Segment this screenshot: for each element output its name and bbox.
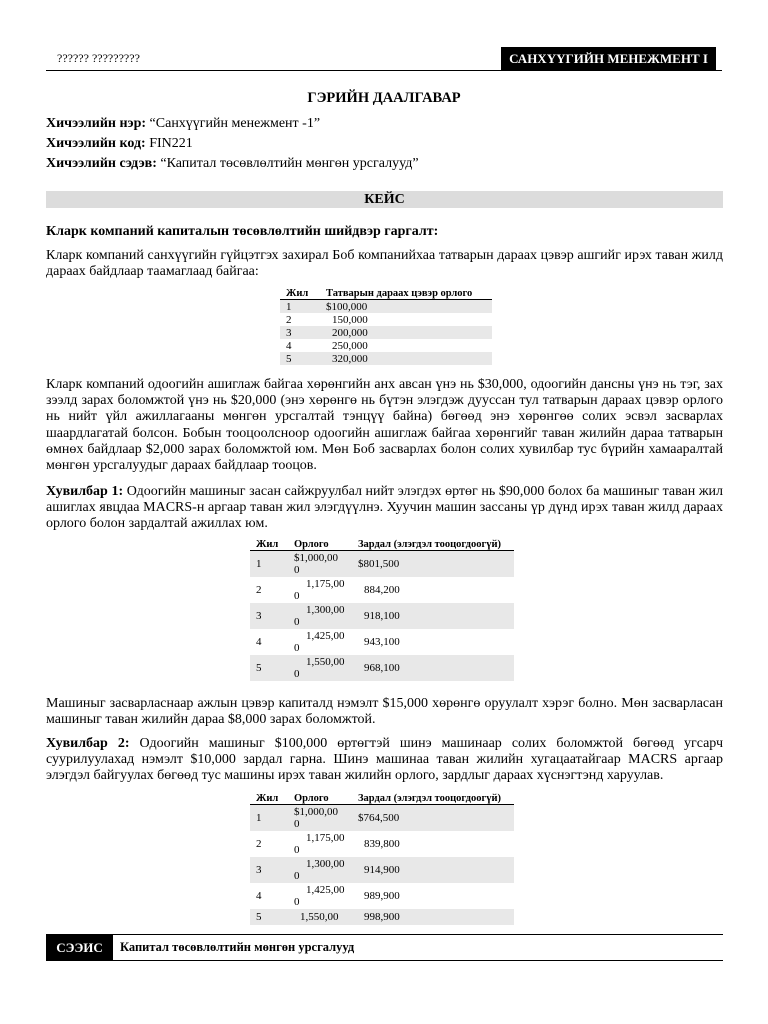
option-text: Одоогийн машиныг засан сайжруулбал нийт элэгдэх өртөг нь $90,000 болох ба машиныг таван жил ашиглах явцдаа MACRS-н аргаар таван жил элэгдүүлнэ. Хуучин машин зассаны үр дүнд ирэх таван жилд дараах орлого болон зардалтай ажиллах юм. [46, 484, 723, 532]
table-cell [288, 883, 352, 909]
table-cell: 3 [250, 603, 288, 629]
income-main: 1,550,00 [306, 656, 345, 668]
income-tail: 0 [294, 564, 300, 576]
meta-label: Хичээлийн нэр: [46, 116, 147, 131]
table-cell: 943,100 [364, 636, 400, 648]
income-tail: 0 [294, 818, 300, 830]
meta-value: FIN221 [149, 136, 193, 151]
table-header: Орлого [288, 793, 352, 805]
option-1-table [250, 539, 514, 681]
option-2-table [250, 793, 514, 925]
table-row [280, 352, 492, 365]
table-cell [288, 805, 352, 832]
income-main: 1,425,00 [306, 884, 345, 896]
income-tail: 0 [294, 844, 300, 856]
income-tail: 0 [294, 896, 300, 908]
table-row [250, 655, 514, 681]
table-header: Татварын дараах цэвэр орлого [320, 288, 492, 300]
table-cell: 914,900 [352, 857, 514, 883]
table-header: Жил [280, 288, 320, 300]
table-row [280, 313, 492, 326]
meta-value: “Капитал төсөвлөлтийн мөнгөн урсгалууд” [160, 156, 419, 171]
table-header: Жил [250, 793, 288, 805]
meta-value: “Санхүүгийн менежмент -1” [149, 116, 321, 131]
meta-label: Хичээлийн сэдэв: [46, 156, 157, 171]
table-cell: 5 [280, 352, 320, 365]
income-main: 1,175,00 [306, 578, 345, 590]
income-main: 1,425,00 [306, 630, 345, 642]
footer-institution-box: СЭЭИС [46, 935, 113, 960]
table-cell: $764,500 [352, 805, 514, 832]
footer-divider-top [46, 934, 723, 935]
table-cell: 2 [256, 838, 262, 850]
section-band: КЕЙС [46, 191, 723, 208]
table-cell: 998,900 [352, 909, 514, 925]
header-divider [46, 70, 722, 71]
table-row [250, 857, 514, 883]
option-text: Одоогийн машиныг $100,000 өртөгтэй шинэ машинаар солих боломжтой бөгөөд угсарч суурилуулахад нэмэлт $10,000 зардал гарна. Шинэ машинаа таван жилийн хугацаатайгаар MACRS аргаар элэгдэл байгуулах бөгөөд тус машины ирэх таван жилийн орлого, зардлыг дараах хүснэгтэнд харуулав. [46, 736, 723, 784]
table-row [250, 603, 514, 629]
footer-topic: Капитал төсөвлөлтийн мөнгөн урсгалууд [120, 940, 355, 954]
table-row [250, 577, 514, 603]
net-income-table [280, 288, 492, 365]
table-cell: 150,000 [332, 313, 368, 326]
paragraph-working-capital: Машиныг засварласнаар ажлын цэвэр капиталд нэмэлт $15,000 хөрөнгө оруулалт хэрэг болно. Мөн засварласан машиныг таван жилийн дараа $8,000 зарах боломжтой. [46, 696, 723, 728]
footer-divider-bottom [46, 960, 723, 961]
table-header: Зардал (элэгдэл тооцогдоогүй) [352, 793, 514, 805]
table-cell: 1,550,00 [288, 909, 352, 925]
table-cell [288, 577, 352, 603]
table-cell [288, 655, 352, 681]
paragraph-current-asset: Кларк компаний одоогийн ашиглаж байгаа хөрөнгийн анх авсан үнэ нь $30,000, одоогийн дансны үнэ нь тэг, зах зээлд зарах боломжтой үнэ нь $20,000 (энэ хөрөнгө нь бүтэн элэгдэж дууссан тул татварын дараах цэвэр орлого нь нийт үйл ажиллагааны мөнгөн урсгалтай тэнцүү байна) бөгөөд энэ хөрөнгөө солих эсвэл засварлах шаардлагатай болсон. Бобын тооцоолсноор одоогийн ашиглаж байгаа хөрөнгийг таван жилийн дараа татварын өмнөх байдлаар $2,000 зарах боломжтой юм. Мөн Боб засварлах болон солих хувилбар тус бүрийн хамааралтай мөнгөн урсгалуудыг дараах байдлаар тооцов. [46, 377, 723, 474]
table-cell: 250,000 [332, 339, 368, 352]
table-cell: 5 [250, 909, 288, 925]
table-cell: 5 [250, 655, 288, 681]
table-cell: 3 [280, 326, 320, 339]
table-cell: 1 [250, 551, 288, 578]
table-cell [288, 551, 352, 578]
table-cell [288, 857, 352, 883]
table-cell [288, 831, 352, 857]
table-cell: 2 [256, 584, 262, 596]
table-cell: 884,200 [364, 584, 400, 596]
table-cell: 2 [286, 313, 292, 326]
table-cell: 968,100 [352, 655, 514, 681]
table-row [250, 831, 514, 857]
table-header: Зардал (элэгдэл тооцогдоогүй) [352, 539, 514, 551]
table-row [280, 300, 492, 314]
table-cell: 4 [286, 339, 292, 352]
table-header: Жил [250, 539, 288, 551]
table-row [250, 883, 514, 909]
paragraph-option-1 [46, 484, 723, 533]
table-cell: 839,800 [364, 838, 400, 850]
paragraph-option-2 [46, 736, 723, 785]
meta-course-name [46, 116, 320, 132]
option-label: Хувилбар 1: [46, 484, 124, 499]
income-main: 1,175,00 [306, 832, 345, 844]
table-cell: $100,000 [320, 300, 492, 314]
income-tail: 0 [294, 870, 300, 882]
income-tail: 0 [294, 668, 300, 680]
income-main: $1,000,00 [294, 806, 338, 818]
table-cell: 4 [256, 890, 262, 902]
table-header: Орлого [288, 539, 352, 551]
table-cell [288, 629, 352, 655]
paragraph-intro: Кларк компаний санхүүгийн гүйцэтгэх захирал Боб компанийхаа татварын дараах цэвэр ашгийг ирэх таван жилд дараах байдлаар таамаглаад байгаа: [46, 248, 723, 280]
table-cell: 1 [250, 805, 288, 832]
table-cell: 4 [256, 636, 262, 648]
table-cell: 3 [250, 857, 288, 883]
course-header-box: САНХҮҮГИЙН МЕНЕЖМЕНТ I [501, 47, 716, 70]
table-row [250, 629, 514, 655]
income-main: 1,300,00 [306, 604, 345, 616]
income-main: 1,300,00 [306, 858, 345, 870]
table-row [250, 909, 514, 925]
table-cell: 989,900 [364, 890, 400, 902]
meta-course-code [46, 136, 193, 152]
case-heading: Кларк компаний капиталын төсөвлөлтийн шийдвэр гаргалт: [46, 224, 439, 239]
page-title: ГЭРИЙН ДААЛГАВАР [307, 90, 461, 106]
table-cell: 1 [280, 300, 320, 314]
header-left-text: ?????? ????????? [57, 51, 140, 65]
table-cell: 200,000 [320, 326, 492, 339]
income-tail: 0 [294, 616, 300, 628]
table-row [280, 339, 492, 352]
meta-course-topic [46, 156, 419, 172]
table-row [250, 551, 514, 578]
income-tail: 0 [294, 642, 300, 654]
income-tail: 0 [294, 590, 300, 602]
table-row [250, 805, 514, 832]
table-cell: 320,000 [320, 352, 492, 365]
table-cell [288, 603, 352, 629]
table-cell: $801,500 [352, 551, 514, 578]
table-cell: 918,100 [352, 603, 514, 629]
income-main: $1,000,00 [294, 552, 338, 564]
meta-label: Хичээлийн код: [46, 136, 146, 151]
option-label: Хувилбар 2: [46, 736, 130, 751]
table-row [280, 326, 492, 339]
